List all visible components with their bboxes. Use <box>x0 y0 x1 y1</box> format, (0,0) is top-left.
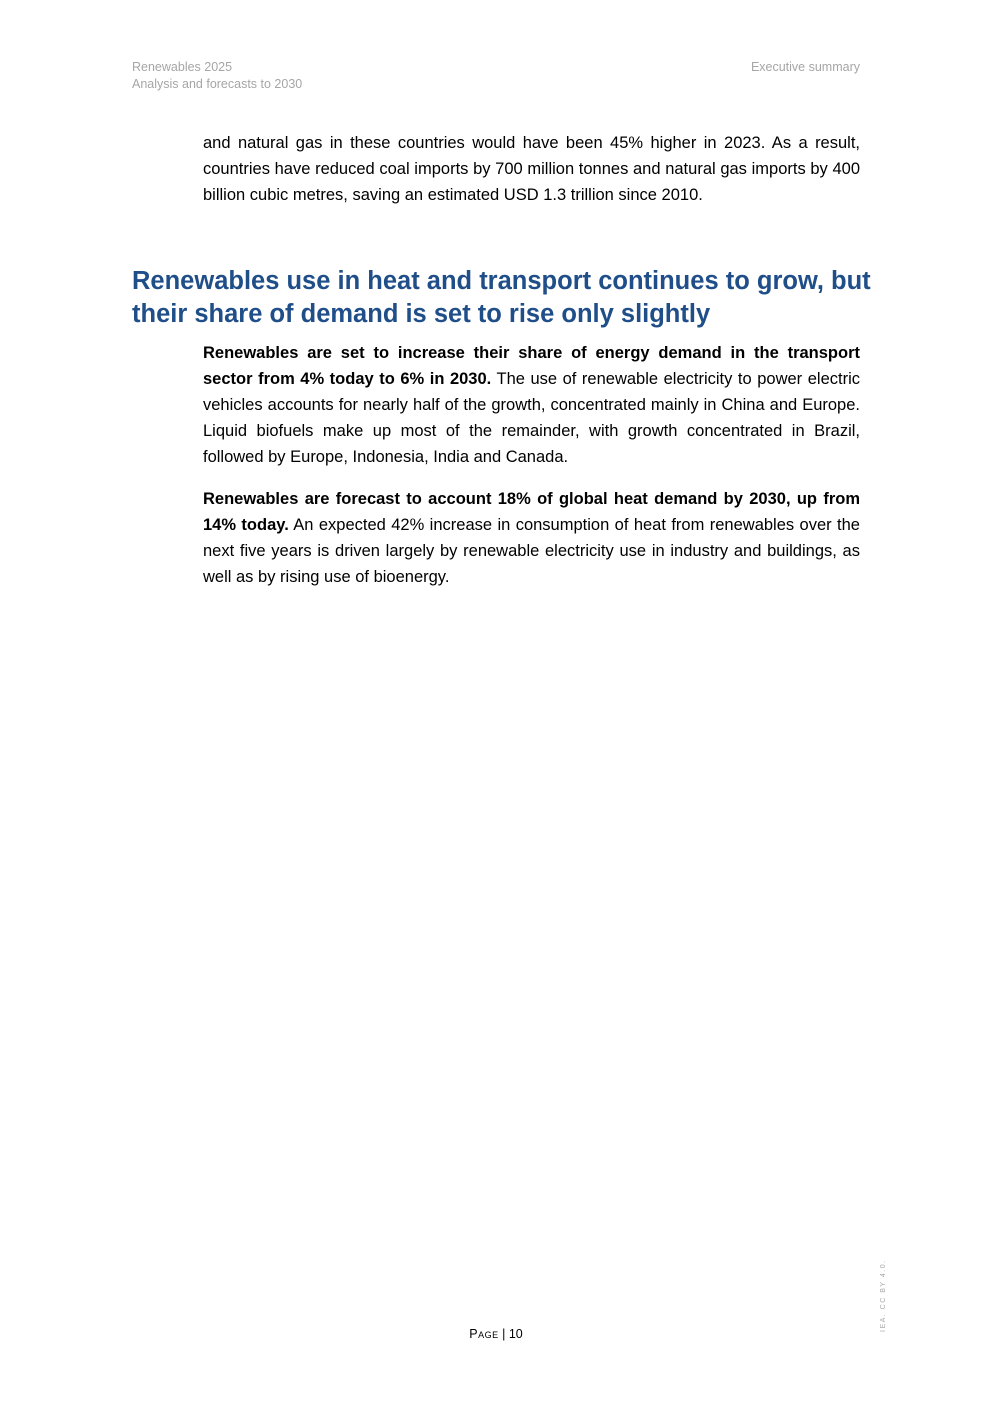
paragraph-lead-bold: Renewables are set to increase their share of energy demand in the transport sector from 4% today to 6% in 2030. <box>203 344 860 388</box>
page-footer <box>0 1326 992 1342</box>
paragraph-text: An expected 42% increase in consumption of heat from renewables over the next five years is driven largely by renewable electricity use in industry and buildings, as well as by rising use of bioenergy. <box>203 516 860 586</box>
page-number: 10 <box>508 1327 523 1341</box>
paragraph-text: The use of renewable electricity to power electric vehicles accounts for nearly half of the growth, concentrated mainly in China and Europe. Liquid biofuels make up most of the remainder, with growth concentrated in Brazil, followed by Europe, Indonesia, India and Canada. <box>203 370 860 466</box>
body-paragraph-transport <box>203 340 860 470</box>
license-note: IEA. CC BY 4.0. <box>880 1259 887 1332</box>
section-label: Executive summary <box>750 60 860 74</box>
running-header-left <box>132 59 302 93</box>
page-label: Page <box>469 1327 499 1341</box>
body-paragraph-continued: and natural gas in these countries would have been 45% higher in 2023. As a result, countries have reduced coal imports by 700 million tonnes and natural gas imports by 400 billion cubic metres, saving an estimated USD 1.3 trillion since 2010. <box>203 134 860 204</box>
report-subtitle: Analysis and forecasts to 2030 <box>132 77 303 91</box>
paragraph-lead-bold: Renewables are forecast to account 18% of global heat demand by 2030, up from 14% today. <box>203 490 860 534</box>
page-separator: | <box>498 1327 509 1341</box>
report-title: Renewables 2025 <box>132 60 233 74</box>
body-paragraph-heat <box>203 486 860 590</box>
section-heading: Renewables use in heat and transport continues to grow, but their share of demand is set to rise only slightly <box>132 267 871 328</box>
